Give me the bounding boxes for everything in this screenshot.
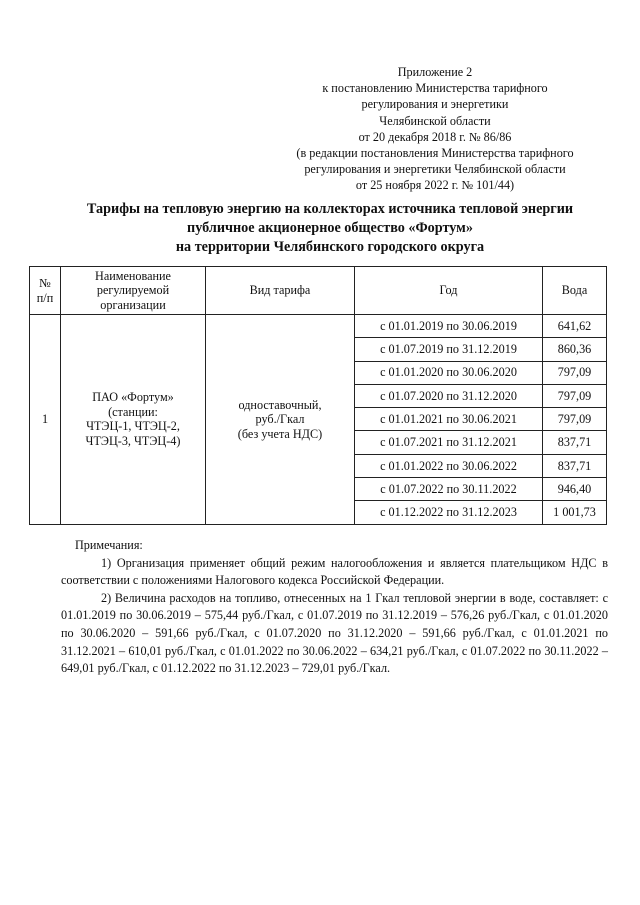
value-cell: 641,62 bbox=[543, 315, 607, 338]
value-cell: 837,71 bbox=[543, 431, 607, 454]
value-cell: 797,09 bbox=[543, 361, 607, 384]
value-cell: 797,09 bbox=[543, 384, 607, 407]
appendix-line: к постановлению Министерства тарифного bbox=[322, 81, 548, 96]
notes-heading: Примечания: bbox=[75, 538, 143, 552]
appendix-line: регулирования и энергетики Челябинской области bbox=[304, 162, 566, 177]
header-year: Год bbox=[355, 267, 543, 315]
title-line-1: Тарифы на тепловую энергию на коллекторах источника тепловой энергии bbox=[86, 201, 574, 217]
appendix-line: Приложение 2 bbox=[397, 65, 473, 79]
table-header-row bbox=[30, 267, 607, 315]
type-line: одноставочный, bbox=[238, 397, 322, 412]
appendix-line: от 25 ноября 2022 г. № 101/44) bbox=[355, 178, 515, 193]
value-cell: 837,71 bbox=[543, 454, 607, 477]
period-cell: с 01.07.2019 по 31.12.2019 bbox=[355, 338, 543, 361]
appendix-line: (в редакции постановления Министерства тарифного bbox=[296, 146, 574, 161]
value-cell: 1 001,73 bbox=[543, 501, 607, 524]
period-cell: с 01.01.2020 по 30.06.2020 bbox=[355, 361, 543, 384]
appendix-line: Челябинской области bbox=[379, 113, 491, 128]
org-line: ЧТЭЦ-3, ЧТЭЦ-4) bbox=[85, 433, 181, 448]
period-cell: с 01.07.2022 по 30.11.2022 bbox=[355, 478, 543, 501]
note-2: 2) Величина расходов на топливо, отнесенных на 1 Гкал тепловой энергии в воде, составляет: с 01.01.2019 по 30.06.2019 – 575,44 руб./Гкал, с 01.07.2019 по 31.12.2019 – 576,26 руб./Гкал, с 01.01.2020 по 30.06.2020 – 591,66 руб./Гкал, с 01.07.2020 по 31.12.2020 – 591,66 руб./Гкал, с 01.01.2021 по 31.12.2021 – 610,01 руб./Гкал, с 01.01.2022 по 30.06.2022 – 634,21 руб./Гкал, с 01.07.2022 по 30.11.2022 – 649,01 руб./Гкал, с 01.12.2022 по 31.12.2023 – 729,01 руб./Гкал. bbox=[61, 590, 608, 676]
header-num: № п/п bbox=[30, 267, 61, 315]
period-cell: с 01.12.2022 по 31.12.2023 bbox=[355, 501, 543, 524]
note-1: 1) Организация применяет общий режим налогообложения и является плательщиком НДС в соответствии с положениями Налогового кодекса Российской Федерации. bbox=[61, 555, 608, 588]
tariff-type-cell bbox=[206, 315, 355, 525]
period-cell: с 01.01.2022 по 30.06.2022 bbox=[355, 454, 543, 477]
header-type: Вид тарифа bbox=[206, 267, 355, 315]
notes-section bbox=[61, 537, 608, 678]
document-title bbox=[40, 200, 620, 257]
period-cell: с 01.07.2021 по 31.12.2021 bbox=[355, 431, 543, 454]
org-line: ЧТЭЦ-1, ЧТЭЦ-2, bbox=[86, 419, 180, 434]
value-cell: 946,40 bbox=[543, 478, 607, 501]
type-line: руб./Гкал bbox=[255, 412, 305, 427]
header-water: Вода bbox=[543, 267, 607, 315]
value-cell: 860,36 bbox=[543, 338, 607, 361]
value-cell: 797,09 bbox=[543, 408, 607, 431]
type-line: (без учета НДС) bbox=[237, 426, 323, 441]
header-org: Наименование регулируемой организации bbox=[61, 267, 206, 315]
period-cell: с 01.07.2020 по 31.12.2020 bbox=[355, 384, 543, 407]
table-row bbox=[30, 315, 607, 338]
title-line-2: публичное акционерное общество «Фортум» bbox=[187, 220, 473, 236]
org-line: (станции: bbox=[108, 404, 158, 419]
appendix-line: от 20 декабря 2018 г. № 86/86 bbox=[358, 129, 512, 144]
title-line-3: на территории Челябинского городского округа bbox=[175, 239, 485, 255]
tariff-table bbox=[29, 266, 607, 525]
appendix-line: регулирования и энергетики bbox=[361, 97, 509, 112]
organization-cell bbox=[61, 315, 206, 525]
row-number: 1 bbox=[30, 315, 61, 525]
period-cell: с 01.01.2021 по 30.06.2021 bbox=[355, 408, 543, 431]
appendix-header bbox=[260, 64, 610, 194]
period-cell: с 01.01.2019 по 30.06.2019 bbox=[355, 315, 543, 338]
org-line: ПАО «Фортум» bbox=[92, 390, 174, 405]
